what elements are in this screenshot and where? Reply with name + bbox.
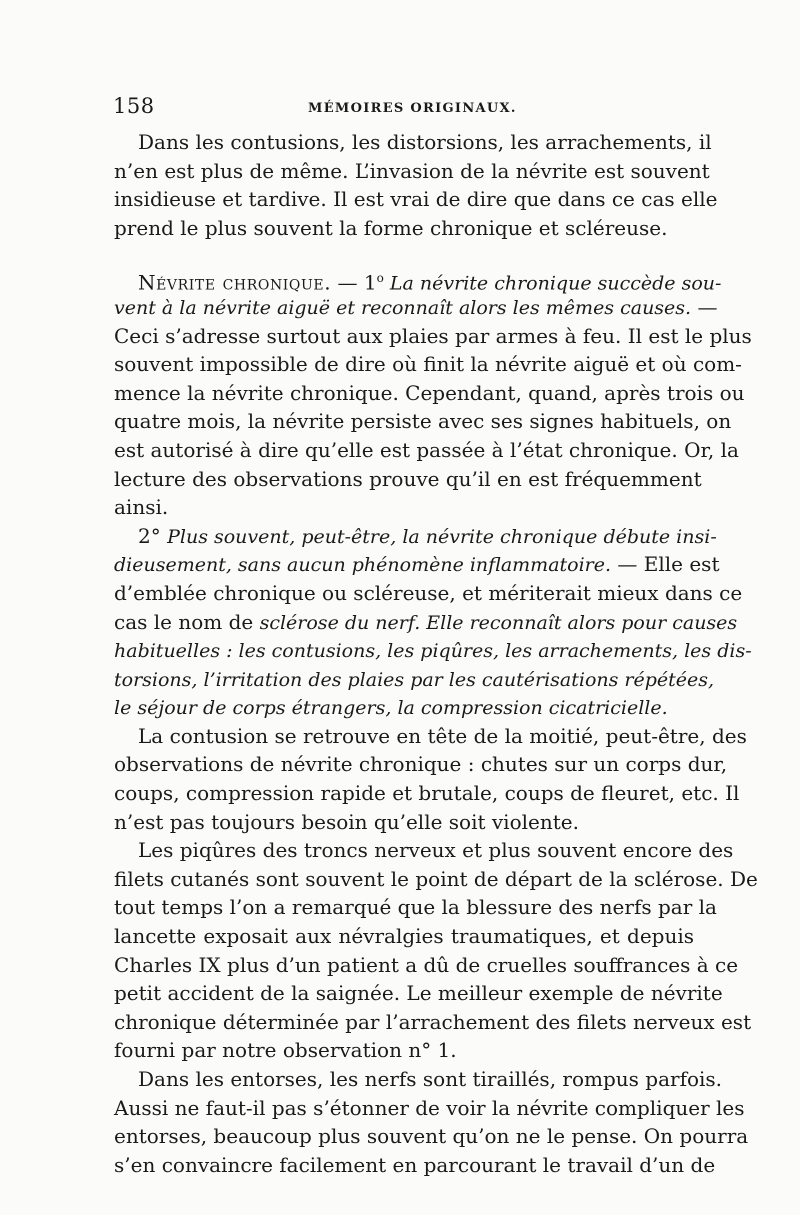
page-number: 158 xyxy=(113,94,155,118)
text-line: s’en convaincre facilement en parcourant le travail d’un de xyxy=(114,1152,716,1177)
text-line: mence la névrite chronique. Cependant, quand, après trois ou xyxy=(114,380,745,405)
text-line xyxy=(114,522,717,551)
text-line: Les piqûres des troncs nerveux et plus souvent encore des xyxy=(138,838,734,863)
text-segment: — 1 xyxy=(331,271,377,296)
text-line: lancette exposait aux névralgies traumatiques, et depuis xyxy=(114,924,694,949)
text-segment: le séjour de corps étrangers, la compression cicatricielle. xyxy=(114,697,668,720)
text-line: n’est pas toujours besoin qu’elle soit violente. xyxy=(114,809,579,834)
page-header xyxy=(113,94,695,126)
section-heading: Névrite chronique. xyxy=(138,271,332,296)
text-line: Charles IX plus d’un patient a dû de cruelles souffrances à ce xyxy=(114,952,739,977)
text-line xyxy=(114,665,715,694)
text-line: entorses, beaucoup plus souvent qu’on ne le pense. On pourra xyxy=(114,1124,749,1149)
text-line: d’emblée chronique ou scléreuse, et mériterait mieux dans ce xyxy=(114,580,743,605)
text-line: lecture des observations prouve qu’il en est fréquemment xyxy=(114,466,702,491)
text-line: ainsi. xyxy=(114,495,169,520)
text-segment: torsions, l’irritation des plaies par les cautérisations répétées, xyxy=(114,668,715,691)
text-line xyxy=(114,608,738,637)
text-segment: — xyxy=(691,294,718,319)
text-line: chronique déterminée par l’arrachement des filets nerveux est xyxy=(114,1009,752,1034)
text-line: petit accident de la saignée. Le meilleur exemple de névrite xyxy=(114,981,723,1006)
text-line: Ceci s’adresse surtout aux plaies par armes à feu. Il est le plus xyxy=(114,323,752,348)
text-line: fourni par notre observation n° 1. xyxy=(114,1038,457,1063)
text-line: insidieuse et tardive. Il est vrai de dire que dans ce cas elle xyxy=(114,187,718,212)
text-line: Dans les contusions, les distorsions, les arrachements, il xyxy=(138,130,712,154)
text-segment: 2° xyxy=(138,523,168,548)
text-segment: cas le nom de xyxy=(114,609,260,634)
text-line xyxy=(114,550,720,579)
text-line: Aussi ne faut-il pas s’étonner de voir la névrite compliquer les xyxy=(114,1095,745,1120)
text-segment: Plus souvent, peut-être, la névrite chronique débute insi- xyxy=(167,525,717,548)
text-segment: dieusement, sans aucun phénomène inflammatoire. xyxy=(114,554,612,577)
text-segment: — Elle est xyxy=(611,552,720,577)
text-segment: sclérose du nerf. Elle reconnaît alors pour causes xyxy=(259,611,738,634)
text-line xyxy=(114,264,722,296)
text-segment: habituelles : les contusions, les piqûres, les arrachements, les dis- xyxy=(114,640,752,663)
body-text xyxy=(114,128,758,1179)
text-line: prend le plus souvent la forme chronique et scléreuse. xyxy=(114,215,668,240)
text-line: n’en est plus de même. L’invasion de la névrite est souvent xyxy=(114,158,710,183)
text-line: La contusion se retrouve en tête de la moitié, peut-être, des xyxy=(138,723,747,748)
text-segment: vent à la névrite aiguë et reconnaît alors les mêmes causes. xyxy=(114,296,692,319)
text-line: est autorisé à dire qu’elle est passée à l’état chronique. Or, la xyxy=(114,437,739,462)
running-head: MÉMOIRES ORIGINAUX. xyxy=(308,101,517,116)
text-line: filets cutanés sont souvent le point de départ de la sclérose. De xyxy=(114,866,758,891)
text-segment: La névrite chronique succède sou- xyxy=(383,273,722,296)
text-line: Dans les entorses, les nerfs sont tiraillés, rompus parfois. xyxy=(138,1067,723,1091)
text-line xyxy=(114,636,752,665)
text-line xyxy=(114,693,694,722)
text-line: coups, compression rapide et brutale, coups de fleuret, etc. Il xyxy=(114,781,740,806)
text-segment: o xyxy=(376,271,384,286)
text-line: observations de névrite chronique : chutes sur un corps dur, xyxy=(114,752,728,777)
text-line xyxy=(114,293,718,322)
text-line: quatre mois, la névrite persiste avec ses signes habituels, on xyxy=(114,409,732,434)
text-line: souvent impossible de dire où finit la névrite aiguë et où com- xyxy=(114,352,742,377)
text-line: tout temps l’on a remarqué que la blessure des nerfs par la xyxy=(114,895,717,920)
